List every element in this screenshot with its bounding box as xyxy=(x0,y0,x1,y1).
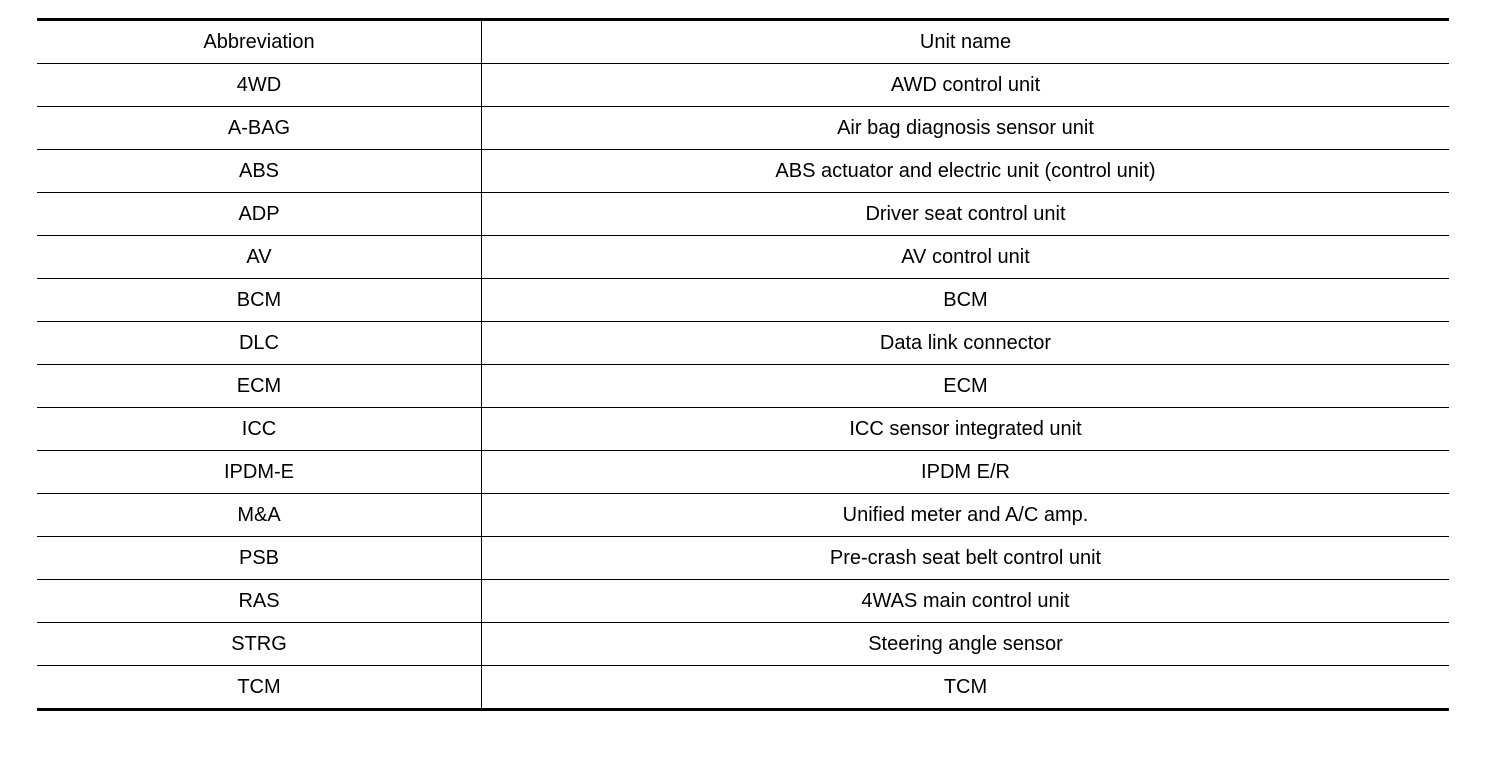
table-row xyxy=(37,537,1449,580)
abbreviation-table-container xyxy=(37,18,1449,711)
table-row xyxy=(37,580,1449,623)
cell-abbreviation: ADP xyxy=(37,193,482,236)
header-abbreviation: Abbreviation xyxy=(37,20,482,64)
cell-unit-name: Steering angle sensor xyxy=(482,623,1450,666)
table-row xyxy=(37,64,1449,107)
cell-unit-name: Air bag diagnosis sensor unit xyxy=(482,107,1450,150)
cell-unit-name: Data link connector xyxy=(482,322,1450,365)
table-row xyxy=(37,107,1449,150)
cell-abbreviation: BCM xyxy=(37,279,482,322)
table-row xyxy=(37,666,1449,710)
cell-abbreviation: TCM xyxy=(37,666,482,710)
table-row xyxy=(37,236,1449,279)
cell-abbreviation: 4WD xyxy=(37,64,482,107)
cell-abbreviation: PSB xyxy=(37,537,482,580)
header-row xyxy=(37,20,1449,64)
table-row xyxy=(37,494,1449,537)
cell-abbreviation: ICC xyxy=(37,408,482,451)
cell-abbreviation: STRG xyxy=(37,623,482,666)
table-row xyxy=(37,150,1449,193)
table-header xyxy=(37,20,1449,64)
cell-abbreviation: A-BAG xyxy=(37,107,482,150)
header-unit-name: Unit name xyxy=(482,20,1450,64)
table-row xyxy=(37,451,1449,494)
table-row xyxy=(37,623,1449,666)
cell-unit-name: ECM xyxy=(482,365,1450,408)
cell-unit-name: 4WAS main control unit xyxy=(482,580,1450,623)
cell-unit-name: ABS actuator and electric unit (control unit) xyxy=(482,150,1450,193)
table-row xyxy=(37,365,1449,408)
cell-abbreviation: M&A xyxy=(37,494,482,537)
cell-unit-name: Driver seat control unit xyxy=(482,193,1450,236)
cell-abbreviation: ABS xyxy=(37,150,482,193)
table-row xyxy=(37,408,1449,451)
cell-abbreviation: RAS xyxy=(37,580,482,623)
abbreviation-table xyxy=(37,18,1449,711)
cell-unit-name: BCM xyxy=(482,279,1450,322)
table-row xyxy=(37,193,1449,236)
table-row xyxy=(37,279,1449,322)
cell-abbreviation: IPDM-E xyxy=(37,451,482,494)
cell-unit-name: Pre-crash seat belt control unit xyxy=(482,537,1450,580)
cell-unit-name: IPDM E/R xyxy=(482,451,1450,494)
table-row xyxy=(37,322,1449,365)
cell-abbreviation: DLC xyxy=(37,322,482,365)
cell-unit-name: TCM xyxy=(943,676,988,698)
table-body xyxy=(37,64,1449,710)
cell-abbreviation: ECM xyxy=(37,365,482,408)
cell-unit-name: AV control unit xyxy=(482,236,1450,279)
cell-unit-name: Unified meter and A/C amp. xyxy=(482,494,1450,537)
cell-unit-name: AWD control unit xyxy=(482,64,1450,107)
cell-abbreviation: AV xyxy=(37,236,482,279)
cell-unit-name: ICC sensor integrated unit xyxy=(482,408,1450,451)
